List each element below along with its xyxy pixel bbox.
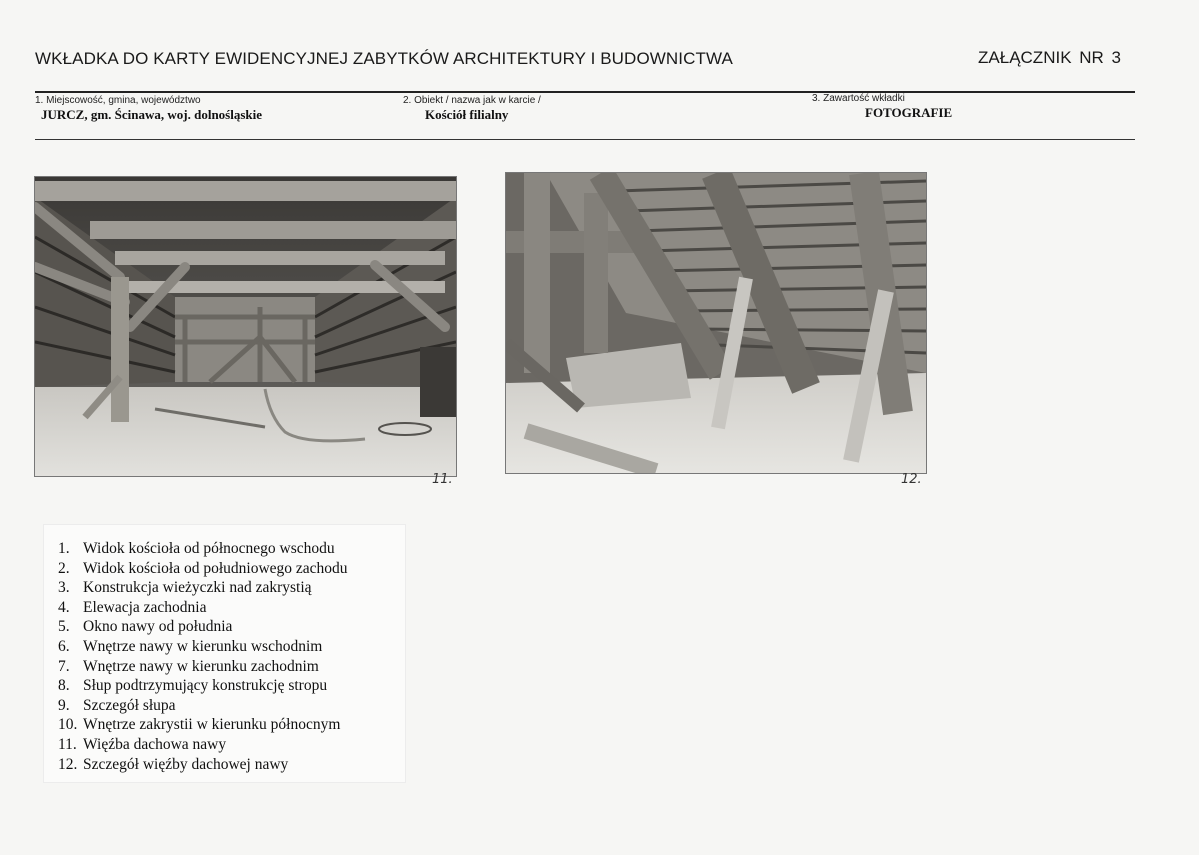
caption-number: 4. <box>58 598 70 616</box>
field-contents <box>812 93 952 121</box>
field-location-label: 1. Miejscowość, gmina, województwo <box>35 95 201 106</box>
photo-roof-truss <box>34 176 457 477</box>
caption-text: Elewacja zachodnia <box>83 598 207 616</box>
caption-number: 7. <box>58 657 70 675</box>
caption-number: 11. <box>58 735 77 753</box>
caption-item <box>58 735 405 755</box>
photo-roof-truss-detail-image <box>506 173 926 473</box>
caption-text: Widok kościoła od północnego wschodu <box>83 540 335 557</box>
caption-item <box>58 676 405 696</box>
photo-roof-truss-image <box>35 177 456 476</box>
caption-text: Więźba dachowa nawy <box>83 735 227 753</box>
caption-item <box>58 617 405 637</box>
caption-item <box>58 637 405 657</box>
caption-item <box>58 598 405 618</box>
caption-number: 9. <box>58 696 70 714</box>
caption-text: Wnętrze nawy w kierunku wschodnim <box>83 637 323 655</box>
caption-item <box>58 715 405 735</box>
fields-rule <box>35 139 1135 140</box>
caption-number: 6. <box>58 637 70 655</box>
caption-text: Szczegół słupa <box>83 696 176 714</box>
caption-item <box>58 559 405 579</box>
document-title: WKŁADKA DO KARTY EWIDENCYJNEJ ZABYTKÓW ARCHITEKTURY I BUDOWNICTWA <box>35 49 733 68</box>
photo-caption-list <box>43 524 406 783</box>
caption-item <box>58 755 405 775</box>
caption-number: 5. <box>58 618 70 636</box>
header-rule <box>35 91 1135 93</box>
caption-number: 12. <box>58 755 78 773</box>
caption-text: Widok kościoła od południowego zachodu <box>83 559 348 577</box>
caption-text: Wnętrze zakrystii w kierunku północnym <box>83 716 341 734</box>
caption-number: 3. <box>58 579 70 597</box>
field-object <box>403 95 541 123</box>
field-contents-label: 3. Zawartość wkładki <box>812 93 905 104</box>
caption-item <box>58 578 405 598</box>
caption-item <box>58 696 405 716</box>
caption-text: Okno nawy od południa <box>83 618 233 636</box>
caption-item <box>58 539 405 559</box>
field-contents-value: FOTOGRAFIE <box>865 105 953 120</box>
field-object-value: Kościół filialny <box>425 107 509 122</box>
caption-text: Wnętrze nawy w kierunku zachodnim <box>83 657 319 675</box>
caption-number: 2. <box>58 559 70 577</box>
caption-text: Konstrukcja wieżyczki nad zakrystią <box>83 579 312 597</box>
field-object-label: 2. Obiekt / nazwa jak w karcie / <box>403 95 541 106</box>
field-location <box>35 95 262 123</box>
caption-number: 1. <box>58 540 70 557</box>
caption-text: Szczegół więźby dachowej nawy <box>83 755 289 773</box>
caption-number: 10. <box>58 716 78 734</box>
photo-roof-truss-detail <box>505 172 927 474</box>
attachment-number: ZAŁĄCZNIK NR 3 <box>978 48 1121 67</box>
caption-text: Słup podtrzymujący konstrukcję stropu <box>83 677 328 695</box>
photo-number-11: 11. <box>432 472 453 487</box>
field-location-value: JURCZ, gm. Ścinawa, woj. dolnośląskie <box>41 107 263 122</box>
photo-number-12: 12. <box>901 472 922 487</box>
caption-number: 8. <box>58 677 70 695</box>
caption-item <box>58 657 405 677</box>
